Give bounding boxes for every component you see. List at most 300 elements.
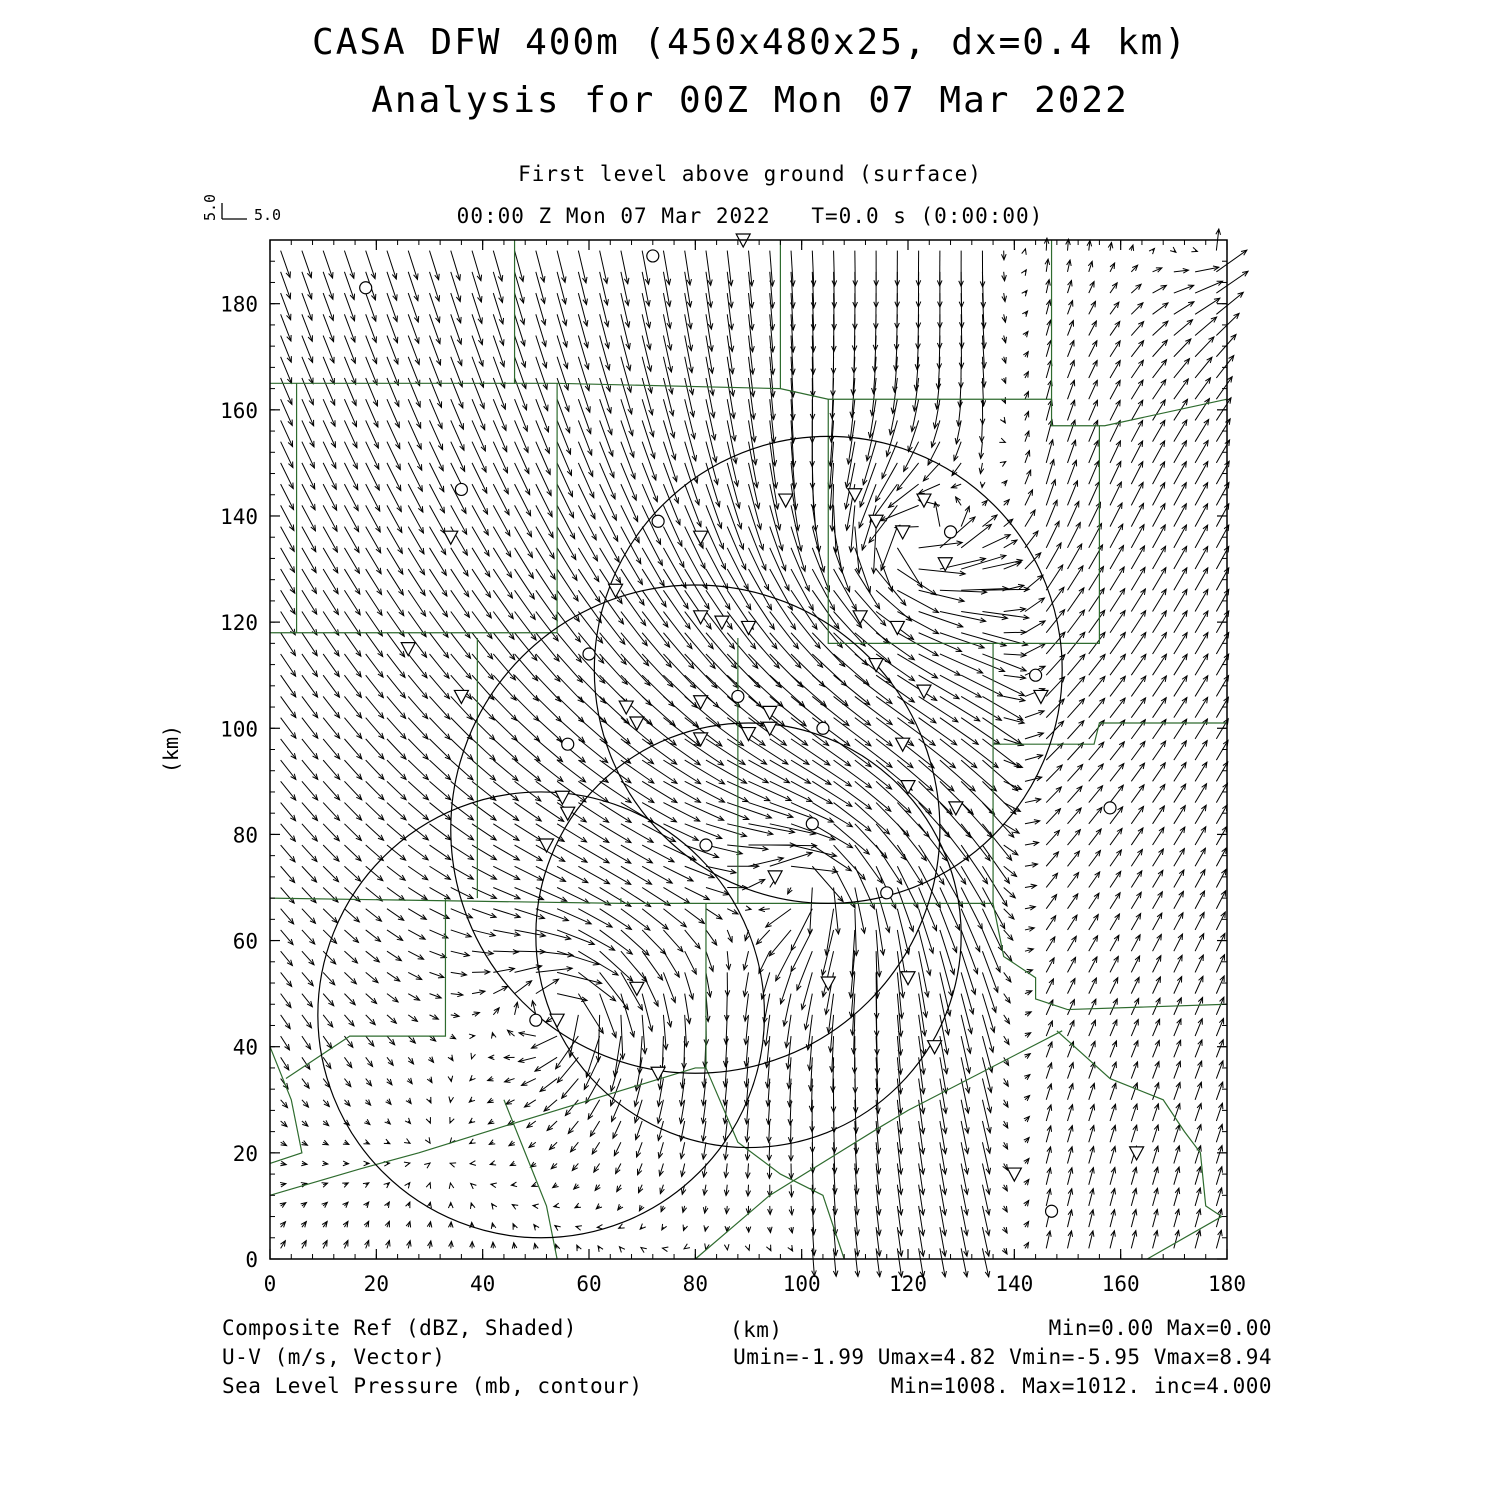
wind-vector bbox=[1131, 763, 1144, 781]
wind-vector bbox=[323, 739, 340, 759]
wind-vector bbox=[366, 824, 384, 840]
station-triangle bbox=[890, 621, 904, 634]
wind-vector bbox=[1216, 762, 1227, 781]
wind-vector-head bbox=[1137, 871, 1142, 877]
station-triangle bbox=[609, 584, 623, 597]
wind-vector bbox=[663, 442, 676, 482]
wind-vector bbox=[323, 803, 339, 821]
wind-vector bbox=[1046, 787, 1061, 803]
wind-vector bbox=[1131, 380, 1143, 399]
wind-vector bbox=[1153, 568, 1166, 591]
wind-vector bbox=[493, 887, 520, 898]
wind-vector-head bbox=[312, 608, 317, 614]
wind-vector bbox=[323, 781, 340, 800]
station-circle bbox=[700, 839, 712, 851]
wind-vector bbox=[1195, 589, 1208, 611]
wind-vector bbox=[1068, 588, 1084, 612]
wind-vector bbox=[1174, 698, 1187, 718]
wind-vector bbox=[904, 442, 919, 472]
wind-vector-head bbox=[420, 569, 425, 575]
wind-vector-head bbox=[509, 1141, 515, 1146]
wind-vector bbox=[1131, 741, 1145, 760]
wind-vector bbox=[1153, 441, 1165, 463]
wind-vector-head bbox=[788, 1245, 793, 1251]
wind-vector bbox=[1153, 741, 1166, 760]
wind-vector bbox=[685, 336, 692, 373]
wind-vector-head bbox=[463, 570, 468, 576]
wind-vector bbox=[706, 357, 713, 396]
wind-vector bbox=[685, 569, 709, 609]
station-triangle bbox=[763, 722, 777, 735]
wind-vector bbox=[1174, 379, 1188, 399]
wind-vector bbox=[1153, 285, 1167, 293]
wind-vector bbox=[663, 314, 670, 350]
wind-vector bbox=[578, 463, 593, 498]
wind-vector bbox=[1153, 589, 1167, 611]
wind-vector bbox=[565, 1100, 578, 1116]
wind-vector bbox=[1195, 419, 1209, 441]
wind-vector bbox=[1174, 870, 1184, 887]
wind-vector bbox=[1131, 1062, 1137, 1079]
wind-vector bbox=[323, 612, 339, 636]
county-boundary bbox=[286, 898, 446, 1078]
wind-vector bbox=[344, 251, 353, 279]
wind-vector-head bbox=[581, 837, 587, 842]
wind-vector bbox=[685, 951, 697, 974]
wind-vector-head bbox=[1158, 849, 1163, 855]
wind-vector bbox=[663, 951, 679, 977]
wind-vector-head bbox=[619, 1224, 625, 1229]
station-triangle bbox=[821, 977, 835, 990]
wind-vector bbox=[1068, 915, 1078, 930]
wind-vector bbox=[515, 781, 541, 801]
wind-vector-head bbox=[406, 1202, 410, 1208]
wind-vector-head bbox=[1003, 1080, 1008, 1086]
wind-vector bbox=[888, 484, 918, 507]
wind-vector bbox=[1046, 958, 1054, 972]
wind-vector bbox=[685, 399, 695, 439]
wind-vector bbox=[982, 739, 1019, 768]
wind-vector bbox=[1046, 1021, 1052, 1036]
wind-vector bbox=[1068, 851, 1080, 866]
wind-vector bbox=[1195, 298, 1220, 314]
wind-vector bbox=[954, 442, 961, 461]
wind-vector bbox=[1174, 633, 1187, 654]
field2-label: U-V (m/s, Vector) bbox=[222, 1345, 446, 1369]
wind-vector-head bbox=[469, 1034, 475, 1039]
y-tick-label: 160 bbox=[220, 398, 258, 423]
wind-vector bbox=[685, 420, 696, 460]
wind-vector bbox=[685, 314, 692, 350]
wind-vector bbox=[578, 739, 607, 763]
wind-vector bbox=[1174, 719, 1187, 739]
wind-vector bbox=[663, 909, 686, 927]
wind-vector bbox=[1174, 1061, 1180, 1078]
wind-vector bbox=[451, 760, 473, 780]
station-triangle bbox=[444, 531, 458, 544]
wind-vector bbox=[493, 909, 520, 918]
wind-vector bbox=[1046, 979, 1053, 994]
wind-vector bbox=[578, 399, 590, 433]
wind-vector bbox=[451, 803, 474, 820]
wind-vector-head bbox=[1170, 247, 1176, 252]
wind-vector bbox=[1195, 891, 1204, 909]
wind-vector bbox=[344, 654, 361, 677]
wind-vector bbox=[430, 739, 451, 760]
wind-vector bbox=[302, 930, 315, 944]
wind-vector bbox=[1195, 697, 1208, 717]
wind-vector bbox=[536, 442, 550, 475]
wind-vector bbox=[430, 887, 450, 899]
wind-vector bbox=[706, 930, 717, 945]
wind-vector bbox=[1131, 503, 1143, 526]
wind-vector bbox=[1110, 321, 1120, 335]
wind-vector bbox=[952, 463, 961, 476]
wind-vector bbox=[1195, 912, 1204, 930]
wind-vector-head bbox=[555, 1225, 561, 1230]
wind-vector-head bbox=[847, 843, 853, 848]
wind-vector bbox=[897, 569, 936, 595]
wind-vector bbox=[961, 654, 1004, 671]
wind-vector bbox=[557, 972, 602, 983]
wind-vector bbox=[323, 972, 335, 984]
wind-vector bbox=[1110, 1020, 1117, 1036]
wind-vector bbox=[855, 781, 891, 811]
wind-vector bbox=[557, 399, 570, 433]
wind-vector bbox=[1195, 870, 1205, 888]
wind-vector bbox=[344, 718, 361, 739]
wind-vector bbox=[663, 972, 675, 1002]
wind-vector bbox=[834, 866, 856, 908]
wind-vector bbox=[281, 972, 292, 986]
wind-vector-head bbox=[612, 970, 618, 975]
wind-vector bbox=[1089, 936, 1098, 951]
wind-vector bbox=[961, 994, 971, 1034]
wind-vector bbox=[1216, 377, 1232, 400]
wind-vector bbox=[642, 293, 649, 328]
wind-vector bbox=[940, 994, 949, 1035]
field1-label: Composite Ref (dBZ, Shaded) bbox=[222, 1316, 577, 1340]
wind-vector bbox=[323, 527, 337, 552]
wind-vector bbox=[557, 527, 576, 560]
wind-vector bbox=[621, 293, 629, 327]
wind-vector bbox=[621, 336, 630, 371]
wind-vector bbox=[323, 696, 339, 717]
wind-vector bbox=[515, 824, 542, 841]
wind-vector bbox=[323, 654, 339, 677]
wind-vector bbox=[1068, 380, 1075, 399]
wind-vector-head bbox=[1001, 397, 1005, 403]
wind-vector bbox=[493, 718, 517, 741]
vector-key-v-label: 5.0 bbox=[201, 193, 219, 221]
wind-vector bbox=[557, 463, 572, 497]
wind-vector bbox=[642, 463, 657, 502]
wind-vector bbox=[493, 760, 518, 781]
wind-vector bbox=[387, 824, 406, 840]
wind-vector bbox=[749, 858, 784, 866]
wind-vector bbox=[430, 951, 447, 957]
wind-vector bbox=[982, 845, 1009, 883]
wind-vector bbox=[621, 378, 632, 414]
wind-vector bbox=[706, 909, 722, 919]
wind-vector bbox=[1068, 677, 1085, 697]
wind-vector bbox=[621, 654, 650, 685]
wind-vector bbox=[1216, 1018, 1223, 1036]
wind-vector bbox=[1216, 826, 1226, 845]
wind-vector bbox=[472, 760, 495, 780]
wind-vector-head bbox=[625, 817, 631, 822]
wind-vector bbox=[323, 590, 338, 614]
wind-vector-head bbox=[425, 1137, 430, 1143]
wind-vector bbox=[344, 803, 361, 821]
wind-vector bbox=[769, 1142, 770, 1160]
station-triangle bbox=[694, 531, 708, 544]
wind-vector bbox=[323, 994, 334, 1006]
wind-vector bbox=[642, 314, 650, 349]
wind-vector-head bbox=[441, 569, 446, 575]
wind-vector bbox=[706, 442, 718, 485]
wind-vector-head bbox=[377, 589, 382, 595]
wind-vector bbox=[600, 442, 614, 478]
wind-vector bbox=[1068, 654, 1085, 675]
wind-vector-head bbox=[405, 1183, 410, 1189]
wind-vector bbox=[557, 505, 575, 538]
wind-vector-head bbox=[492, 1204, 497, 1210]
wind-vector bbox=[919, 590, 964, 601]
wind-vector bbox=[1068, 699, 1085, 718]
wind-vector bbox=[1174, 891, 1184, 908]
wind-vector bbox=[727, 654, 760, 688]
wind-vector bbox=[1110, 461, 1121, 484]
wind-vector bbox=[663, 548, 686, 588]
wind-vector-head bbox=[1182, 420, 1187, 426]
wind-vector bbox=[493, 845, 519, 860]
wind-vector bbox=[302, 781, 318, 800]
wind-vector bbox=[366, 887, 383, 900]
wind-vector bbox=[557, 484, 573, 518]
wind-vector bbox=[1089, 380, 1098, 399]
wind-vector bbox=[600, 930, 633, 954]
wind-vector bbox=[1068, 936, 1077, 951]
wind-vector bbox=[685, 378, 694, 417]
wind-vector bbox=[834, 887, 839, 934]
wind-vector-head bbox=[576, 1226, 582, 1230]
wind-vector bbox=[621, 314, 629, 349]
wind-vector bbox=[834, 781, 872, 809]
x-tick-label: 180 bbox=[1208, 1272, 1246, 1296]
wind-vector-head bbox=[550, 573, 555, 579]
wind-vector bbox=[1110, 742, 1124, 760]
wind-vector bbox=[834, 718, 871, 746]
wind-vector bbox=[531, 1036, 557, 1048]
wind-vector bbox=[685, 548, 707, 589]
wind-vector-head bbox=[513, 1224, 517, 1230]
wind-vector bbox=[961, 909, 980, 952]
wind-vector bbox=[749, 314, 753, 352]
wind-vector bbox=[1131, 589, 1145, 612]
wind-vector bbox=[855, 760, 892, 789]
wind-vector bbox=[727, 314, 732, 351]
wind-vector bbox=[642, 336, 651, 372]
wind-vector bbox=[982, 1036, 992, 1072]
wind-vector bbox=[919, 569, 966, 574]
station-triangle bbox=[1130, 1147, 1144, 1160]
wind-vector-head bbox=[1203, 633, 1208, 639]
wind-vector bbox=[366, 590, 382, 615]
wind-vector bbox=[590, 1121, 599, 1136]
wind-vector bbox=[302, 654, 318, 676]
wind-vector-head bbox=[280, 1241, 285, 1247]
wind-vector-head bbox=[534, 1244, 539, 1250]
wind-vector bbox=[1195, 504, 1208, 527]
wind-vector bbox=[430, 845, 451, 860]
wind-vector bbox=[919, 484, 940, 493]
wind-vector bbox=[1089, 742, 1104, 760]
station-circle bbox=[1030, 669, 1042, 681]
wind-vector bbox=[919, 654, 961, 675]
wind-vector bbox=[1195, 784, 1206, 803]
wind-vector bbox=[642, 909, 668, 929]
wind-vector bbox=[1046, 743, 1063, 760]
wind-vector-head bbox=[555, 1244, 559, 1250]
wind-vector bbox=[1089, 301, 1096, 314]
wind-vector bbox=[344, 972, 356, 983]
wind-vector bbox=[919, 718, 957, 745]
wind-vector bbox=[940, 930, 954, 975]
wind-vector bbox=[281, 633, 296, 656]
wind-vector bbox=[493, 824, 519, 841]
wind-vector bbox=[536, 930, 571, 939]
wind-vector bbox=[408, 887, 427, 899]
field3-label: Sea Level Pressure (mb, contour) bbox=[222, 1374, 643, 1398]
wind-vector bbox=[642, 527, 662, 566]
wind-vector bbox=[302, 548, 316, 573]
wind-vector bbox=[1004, 909, 1014, 919]
wind-vector bbox=[493, 986, 507, 993]
wind-vector bbox=[663, 505, 681, 546]
wind-vector bbox=[770, 336, 773, 375]
wind-vector bbox=[881, 527, 897, 571]
wind-vector-head bbox=[594, 576, 599, 582]
wind-vector bbox=[515, 803, 542, 821]
wind-vector bbox=[1174, 359, 1190, 378]
wind-vector bbox=[472, 739, 495, 760]
wind-vector bbox=[515, 420, 528, 452]
wind-vector bbox=[578, 590, 601, 622]
wind-vector bbox=[663, 484, 680, 525]
wind-vector bbox=[302, 803, 318, 821]
wind-vector-head bbox=[577, 1245, 582, 1251]
wind-vector bbox=[1068, 460, 1077, 484]
wind-vector bbox=[281, 1036, 290, 1050]
wind-vector bbox=[810, 887, 813, 934]
wind-vector-head bbox=[290, 629, 295, 635]
wind-vector bbox=[940, 951, 952, 996]
wind-vector bbox=[727, 399, 735, 441]
wind-vector bbox=[1131, 421, 1142, 442]
wind-vector bbox=[472, 972, 490, 973]
wind-vector-head bbox=[290, 608, 295, 614]
wind-vector bbox=[642, 548, 664, 586]
level-label: First level above ground (surface) bbox=[518, 162, 982, 186]
county-boundary bbox=[270, 378, 515, 383]
wind-vector bbox=[1216, 1082, 1222, 1100]
wind-vector bbox=[1195, 357, 1212, 378]
wind-vector bbox=[749, 399, 755, 442]
wind-vector bbox=[1153, 340, 1168, 357]
wind-vector bbox=[387, 505, 402, 532]
wind-vector-head bbox=[683, 603, 688, 609]
wind-vector bbox=[749, 879, 765, 887]
wind-vector bbox=[642, 442, 656, 480]
wind-vector-head bbox=[491, 1223, 496, 1229]
wind-vector bbox=[982, 654, 1026, 671]
wind-vector bbox=[536, 979, 559, 993]
wind-vector bbox=[982, 1015, 993, 1052]
wind-vector bbox=[323, 548, 338, 573]
wind-vector bbox=[600, 612, 625, 645]
wind-vector bbox=[919, 1015, 925, 1055]
wind-vector-head bbox=[1182, 611, 1187, 617]
wind-vector-head bbox=[528, 572, 533, 578]
wind-vector bbox=[1089, 361, 1097, 378]
wind-vector-head bbox=[1191, 247, 1197, 251]
wind-vector-head bbox=[450, 1163, 456, 1167]
wind-vector bbox=[1046, 852, 1058, 866]
wind-vector bbox=[1131, 935, 1140, 951]
wind-vector bbox=[1153, 303, 1168, 314]
wind-vector bbox=[493, 866, 519, 879]
wind-vector bbox=[600, 399, 612, 434]
wind-vector bbox=[281, 930, 293, 945]
wind-vector bbox=[302, 887, 316, 902]
wind-vector bbox=[1068, 786, 1082, 802]
wind-vector bbox=[323, 887, 338, 902]
x-tick-label: 20 bbox=[363, 1272, 389, 1296]
wind-vector bbox=[1216, 419, 1230, 442]
wind-vector bbox=[1174, 1019, 1181, 1036]
wind-vector bbox=[302, 909, 316, 924]
wind-vector bbox=[281, 1015, 291, 1029]
wind-vector-head bbox=[471, 1053, 475, 1059]
wind-vector bbox=[1025, 575, 1043, 590]
wind-vector bbox=[536, 675, 561, 701]
wind-vector bbox=[1174, 302, 1194, 315]
station-triangle bbox=[539, 839, 553, 852]
wind-vector bbox=[1089, 786, 1103, 803]
wind-vector bbox=[1153, 462, 1165, 484]
wind-vector bbox=[557, 357, 568, 390]
wind-vector bbox=[940, 675, 981, 697]
wind-vector bbox=[472, 845, 496, 860]
station-triangle bbox=[742, 728, 756, 741]
wind-vector bbox=[961, 972, 973, 1014]
county-boundaries bbox=[270, 240, 1227, 1259]
wind-vector-head bbox=[343, 1221, 348, 1227]
wind-vector-head bbox=[1149, 248, 1154, 254]
wind-vector-head bbox=[490, 1161, 496, 1165]
wind-vector bbox=[1089, 461, 1099, 484]
wind-vector-head bbox=[1201, 805, 1206, 811]
wind-vector-head bbox=[1021, 270, 1026, 276]
wind-vector-head bbox=[625, 838, 631, 843]
wind-vector bbox=[727, 803, 771, 818]
wind-vector bbox=[493, 739, 517, 761]
wind-vector-head bbox=[695, 779, 701, 784]
wind-vector bbox=[1068, 873, 1079, 888]
y-axis-label: (km) bbox=[159, 724, 183, 774]
wind-vector bbox=[685, 293, 691, 329]
